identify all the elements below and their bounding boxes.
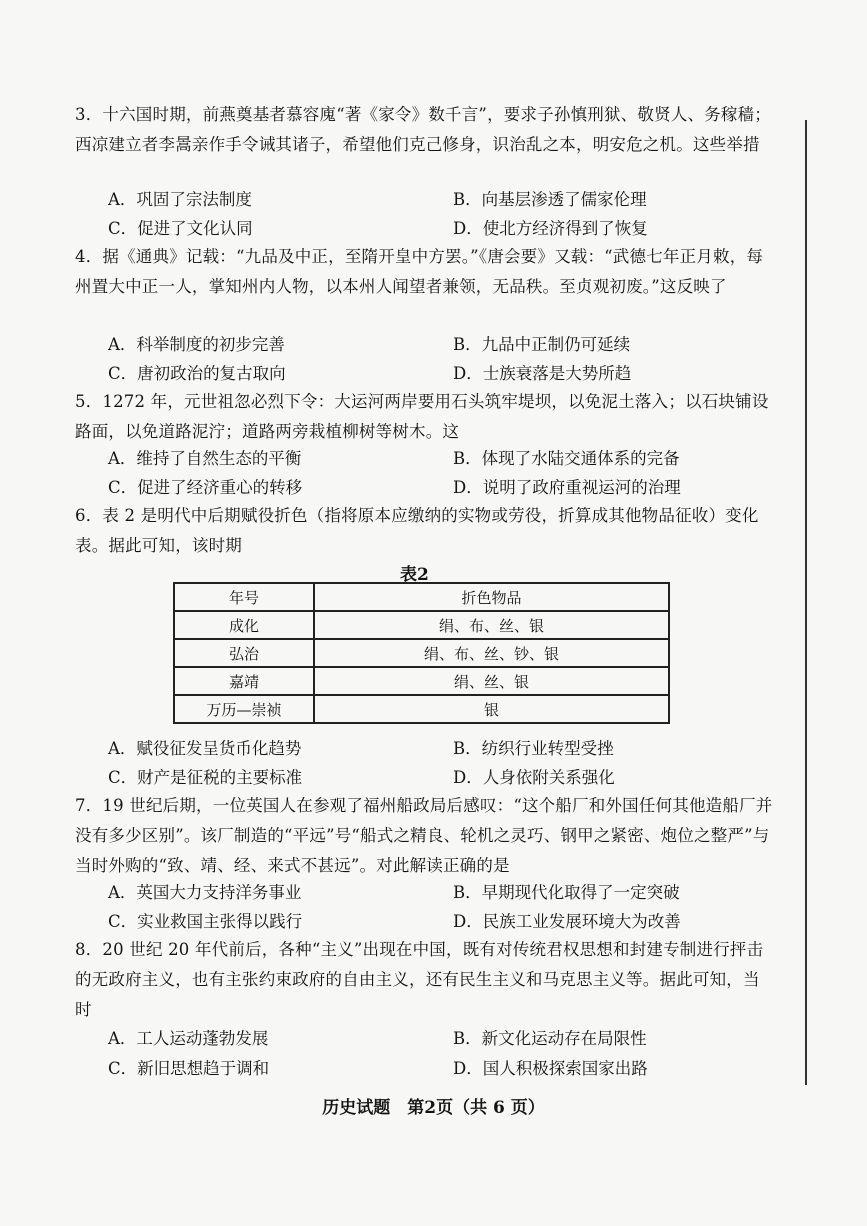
option-4c: C．唐初政治的复古取向 — [108, 364, 286, 383]
option-7b: B．早期现代化取得了一定突破 — [453, 883, 680, 902]
option-6c: C．财产是征税的主要标准 — [108, 768, 303, 787]
question-8-stem: 8．20 世纪 20 年代前后，各种“主义”出现在中国，既有对传统君权思想和封建专制进行抨击的无政府主义，也有主张约束政府的自由主义，还有民生主义和马克思主义等。据此可知，当时 — [75, 940, 764, 1019]
question-8-options-row1 — [108, 1025, 788, 1053]
question-6-options-row1 — [108, 735, 788, 763]
option-4b: B．九品中正制仍可延续 — [453, 335, 631, 354]
option-8a: A．工人运动蓬勃发展 — [108, 1029, 269, 1048]
option-7c: C．实业救国主张得以践行 — [108, 912, 303, 931]
option-3d: D．使北方经济得到了恢复 — [453, 219, 648, 238]
table-cell-era: 嘉靖 — [174, 667, 314, 695]
option-5a: A．维持了自然生态的平衡 — [108, 449, 302, 468]
question-5-options-row1 — [108, 445, 788, 473]
option-7d: D．民族工业发展环境大为改善 — [453, 912, 681, 931]
table-cell-items: 绢、布、丝、银 — [314, 611, 669, 639]
question-5-stem: 5．1272 年，元世祖忽必烈下令：大运河两岸要用石头筑牢堤坝，以免泥土落入；以石块铺设路面，以免道路泥泞；道路两旁栽植柳树等树木。这 — [75, 392, 769, 441]
table-cell-era: 万历—崇祯 — [174, 695, 314, 723]
option-5d: D．说明了政府重视运河的治理 — [453, 478, 681, 497]
question-4-options-row1 — [108, 331, 788, 359]
option-7a: A．英国大力支持洋务事业 — [108, 883, 302, 902]
option-3c: C．促进了文化认同 — [108, 219, 253, 238]
option-6d: D．人身依附关系强化 — [453, 768, 615, 787]
table-header-cell: 折色物品 — [314, 583, 669, 611]
table-cell-items: 绢、丝、银 — [314, 667, 669, 695]
table-cell-items: 绢、布、丝、钞、银 — [314, 639, 669, 667]
table-row — [174, 611, 669, 639]
question-3-options-row2 — [108, 215, 788, 243]
option-5b: B．体现了水陆交通体系的完备 — [453, 449, 680, 468]
tax-conversion-table — [173, 582, 670, 724]
option-5c: C．促进了经济重心的转移 — [108, 478, 303, 497]
question-4-stem: 4．据《通典》记载：“九品及中正，至隋开皇中方罢。”《唐会要》又载：“武德七年正月敕，每州置大中正一人，掌知州内人物，以本州人闻望者兼领，无品秩。至贞观初废。”这反映了 — [75, 247, 764, 296]
question-7-options-row1 — [108, 879, 788, 907]
page-footer: 历史试题 第2页（共 6 页） — [322, 1098, 545, 1118]
margin-rule — [805, 120, 807, 1085]
option-4a: A．科举制度的初步完善 — [108, 335, 285, 354]
table-header-row — [174, 583, 669, 611]
option-8b: B．新文化运动存在局限性 — [453, 1029, 647, 1048]
option-4d: D．士族衰落是大势所趋 — [453, 364, 632, 383]
option-6b: B．纺织行业转型受挫 — [453, 739, 614, 758]
table-row — [174, 667, 669, 695]
question-4-options-row2 — [108, 360, 788, 388]
table-row — [174, 695, 669, 723]
option-3b: B．向基层渗透了儒家伦理 — [453, 190, 647, 209]
question-5-options-row2 — [108, 474, 788, 502]
question-6-options-row2 — [108, 764, 788, 792]
question-7-options-row2 — [108, 908, 788, 936]
question-8-options-row2 — [108, 1055, 788, 1083]
table-row — [174, 639, 669, 667]
option-3a: A．巩固了宗法制度 — [108, 190, 252, 209]
question-3-stem: 3．十六国时期，前燕奠基者慕容廆“著《家令》数千言”，要求子孙慎刑狱、敬贤人、务稼穑；西凉建立者李暠亲作手令诫其诸子，希望他们克己修身，识治乱之本，明安危之机。这些举措 — [75, 105, 771, 154]
question-6-stem: 6．表 2 是明代中后期赋役折色（指将原本应缴纳的实物或劳役，折算成其他物品征收）变化表。据此可知，该时期 — [75, 506, 759, 555]
table-cell-era: 弘治 — [174, 639, 314, 667]
option-8d: D．国人积极探索国家出路 — [453, 1059, 648, 1078]
table-cell-era: 成化 — [174, 611, 314, 639]
table-cell-items: 银 — [314, 695, 669, 723]
question-3-options-row1 — [108, 186, 788, 214]
question-7-stem: 7．19 世纪后期，一位英国人在参观了福州船政局后感叹：“这个船厂和外国任何其他造船厂并没有多少区别”。该厂制造的“平远”号“船式之精良、轮机之灵巧、钢甲之紧密、炮位之整严”与当时外购的“致、靖、经、来式不甚远”。对此解读正确的是 — [75, 796, 773, 875]
option-6a: A．赋役征发呈货币化趋势 — [108, 739, 302, 758]
table-caption: 表2 — [400, 565, 429, 585]
option-8c: C．新旧思想趋于调和 — [108, 1059, 270, 1078]
table-header-cell: 年号 — [174, 583, 314, 611]
